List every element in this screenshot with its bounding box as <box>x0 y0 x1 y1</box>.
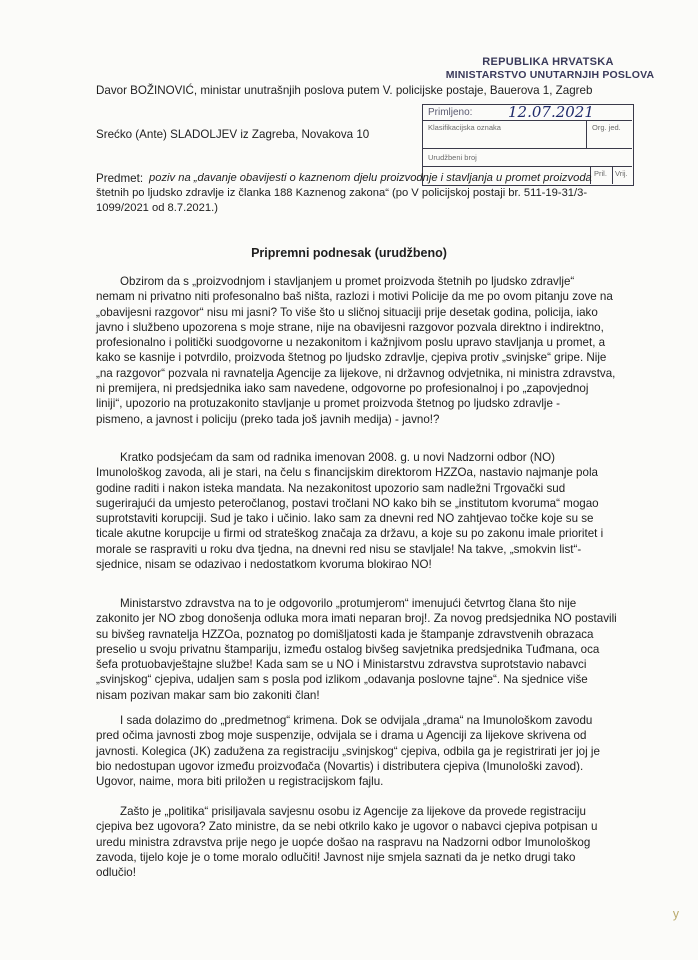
addressee: Davor BOŽINOVIĆ, ministar unutrašnjih poslova putem V. policijske postaje, Bauerova 1, Zagreb <box>96 84 593 97</box>
p5-line-5: odlučio! <box>96 866 136 880</box>
p2-line-5: suprotstaviti korupciji. Sud je tako i učinio. Iako sam za dnevni red NO zahtjevao točke koje su se <box>96 512 594 526</box>
paragraph-1 <box>96 274 616 427</box>
p4-line-5: Ugovor, naime, mora biti priložen u registracijskom fajlu. <box>96 775 384 789</box>
p2-line-4: sugerirajući da umjesto peteročlanog, postavi tročlani NO kako bih se „institutom kvoruma“ mogao <box>96 496 599 510</box>
p1-line-2: nemam ni privatno niti profesonalno baš ništa, razlozi i motivi Policije da me po ovom pitanju zove na <box>96 290 613 304</box>
p1-line-3: „obavijesni razgovor“ nisu mi jasni? To više što u sličnoj situaciji prije desetak godina, policija, iako <box>96 305 598 319</box>
paragraph-2 <box>96 450 616 572</box>
predmet-line-3: 1099/2021 od 8.7.2021.) <box>96 202 218 214</box>
p2-line-3: godine raditi i nakon isteka mandata. Na nezakonitost upozorio sam nadležni Trgovački sud <box>96 481 566 495</box>
margin-mark-icon: ʸ <box>673 906 679 926</box>
stamp-received-date: 12.07.2021 <box>508 103 594 121</box>
sender: Srećko (Ante) SLADOLJEV iz Zagreba, Novakova 10 <box>96 128 370 141</box>
stamp-klasif-label: Klasifikacijska oznaka <box>428 123 501 132</box>
stamp-vrij-label: Vrij. <box>615 169 628 178</box>
p1-line-10: pismeno, a javnost i policiju (preko tada još javnih medija) - javno!? <box>96 412 440 426</box>
p1-line-5: profesionalno i politički suodgovorne u nezakonitom i kažnjivom poslu upravo stavljanja u promet, a <box>96 336 606 350</box>
p2-line-8: sjednice, nisam se odazivao i nedostatkom kvoruma blokirao NO! <box>96 558 432 572</box>
p3-line-3: su bivšeg ravnatelja HZZOa, poznatog po domišljatosti kada je štampanje zdravstvenih obrazaca <box>96 627 594 641</box>
p5-line-3: uredu ministra zdravstva prije nego je uopće došao na raspravu na Nadzorni odbor Imunološkog <box>96 835 591 849</box>
p1-line-7: „na razgovor“ pozvala ni ravnatelja Agencije za lijekove, ni državnog odvjetnika, ni ministra zdravstva, <box>96 366 616 380</box>
predmet-line-2: štetnih po ljudsko zdravlje iz članka 188 Kaznenog zakona“ (po V policijskoj postaji br. 511-19-31/3- <box>96 187 588 199</box>
p2-line-1: Kratko podsjećam da sam od radnika imenovan 2008. g. u novi Nadzorni odbor (NO) <box>120 451 555 464</box>
p5-line-1: Zašto je „politika“ prisiljavala savjesnu osobu iz Agencije za lijekove da provede registraciju <box>120 805 586 818</box>
p2-line-2: Imunološkog zavoda, ali je stari, na čelu s financijskim direktorom HZZOa, nastavio najmanje pola <box>96 466 598 480</box>
document-title: Pripremni podnesak (urudžbeno) <box>251 246 447 260</box>
p1-line-4: javno i službeno upozorena s moje strane, nije na obavijesni razgovor pozvala direktno i indirektno, <box>96 320 604 334</box>
stamp-pril-label: Pril. <box>594 169 607 178</box>
predmet-label: Predmet: <box>96 172 144 185</box>
p2-line-6: ticale akutne korupcije u firmi od strateškog značaja za državu, a koje su po zakonu imale prioritet i <box>96 527 604 541</box>
p3-line-6: „svinjskog“ cjepiva, udaljen sam s posla pod izlikom „odavanja poslovne tajne“. Na sjednice više <box>96 673 588 687</box>
p3-line-2: zakonito jer NO zbog donošenja odluka mora imati neparan broj!. Za novog predsjednika NO postavili <box>96 612 617 626</box>
paragraph-5 <box>96 804 616 880</box>
p3-line-4: preselio u svoju privatnu štampariju, između ostalog bivšeg savjetnika predsjednika Tuđmana, oca <box>96 642 600 656</box>
predmet-line-1: poziv na „davanje obavijesti o kaznenom djelu proizvodnje i stavljanja u promet proizvoda <box>149 172 592 184</box>
stamp-org-label: Org. jed. <box>592 123 621 132</box>
p4-line-1: I sada dolazimo do „predmetnog“ krimena. Dok se odvijala „drama“ na Imunološkom zavodu <box>120 714 593 727</box>
p5-line-4: zavoda, tijelo koje je o tome moralo odlučiti! Javnost nije smjela saznati da je netko drugi tako <box>96 850 576 864</box>
stamp-received-label: Primljeno: <box>428 107 473 118</box>
p3-line-7: nisam pozivan makar sam bio zakoniti član! <box>96 688 320 702</box>
p4-line-2: pred očima javnosti zbog moje suspenzije, odvijala se i drama u Agenciji za lijekove skrivena od <box>96 729 587 743</box>
p1-line-6: kako se kasnije i potvrdilo, proizvoda štetnog po ljudsko zdravlje, cjepiva protiv „svinjske“ gripe. Nije <box>96 351 607 365</box>
p3-line-1: Ministarstvo zdravstva na to je odgovorilo „protumjerom“ imenujući četvrtog člana što nije <box>120 597 577 610</box>
p1-line-8: ni premijera, ni predsjednika iako sam navedene, odgovorne po profesionalnoj i po „zapovjednoj <box>96 382 589 396</box>
p4-line-3: javnosti. Kolegica (JK) zadužena za registraciju „svinjskog“ cjepiva, odbila ga je registrirati jer joj je <box>96 744 600 758</box>
p4-line-4: bio nedostupan ugovor između proizvođača (Novartis) i distributera cjepiva (Imunološki zavod). <box>96 759 584 773</box>
stamp-ministry: MINISTARSTVO UNUTARNJIH POSLOVA <box>445 69 655 81</box>
p5-line-2: cjepiva bez ugovora? Zato ministre, da se nebi otkrilo kako je ugovor o nabavci cjepiva potpisan u <box>96 820 598 834</box>
paragraph-3 <box>96 596 616 703</box>
p1-line-1: Obzirom da s „proizvodnjom i stavljanjem u promet proizvoda štetnih po ljudsko zdravlje“ <box>120 275 575 288</box>
p3-line-5: šefa protuobavještajne službe! Kada sam se u NO i Ministarstvu zdravstva suprotstavio nabavci <box>96 658 587 672</box>
p2-line-7: morale se raspraviti u roku dva tjedna, na dnevni red nisu se stavljale! Na takve, „smokvin list“- <box>96 542 582 556</box>
stamp-urud-label: Urudžbeni broj <box>428 153 477 162</box>
p1-line-9: liniji“, upozorio na protuzakonito stavljanje u promet proizvoda štetnog po ljudsko zdravlje - <box>96 397 560 411</box>
paragraph-4 <box>96 713 616 789</box>
stamp-republic: REPUBLIKA HRVATSKA <box>482 56 614 68</box>
